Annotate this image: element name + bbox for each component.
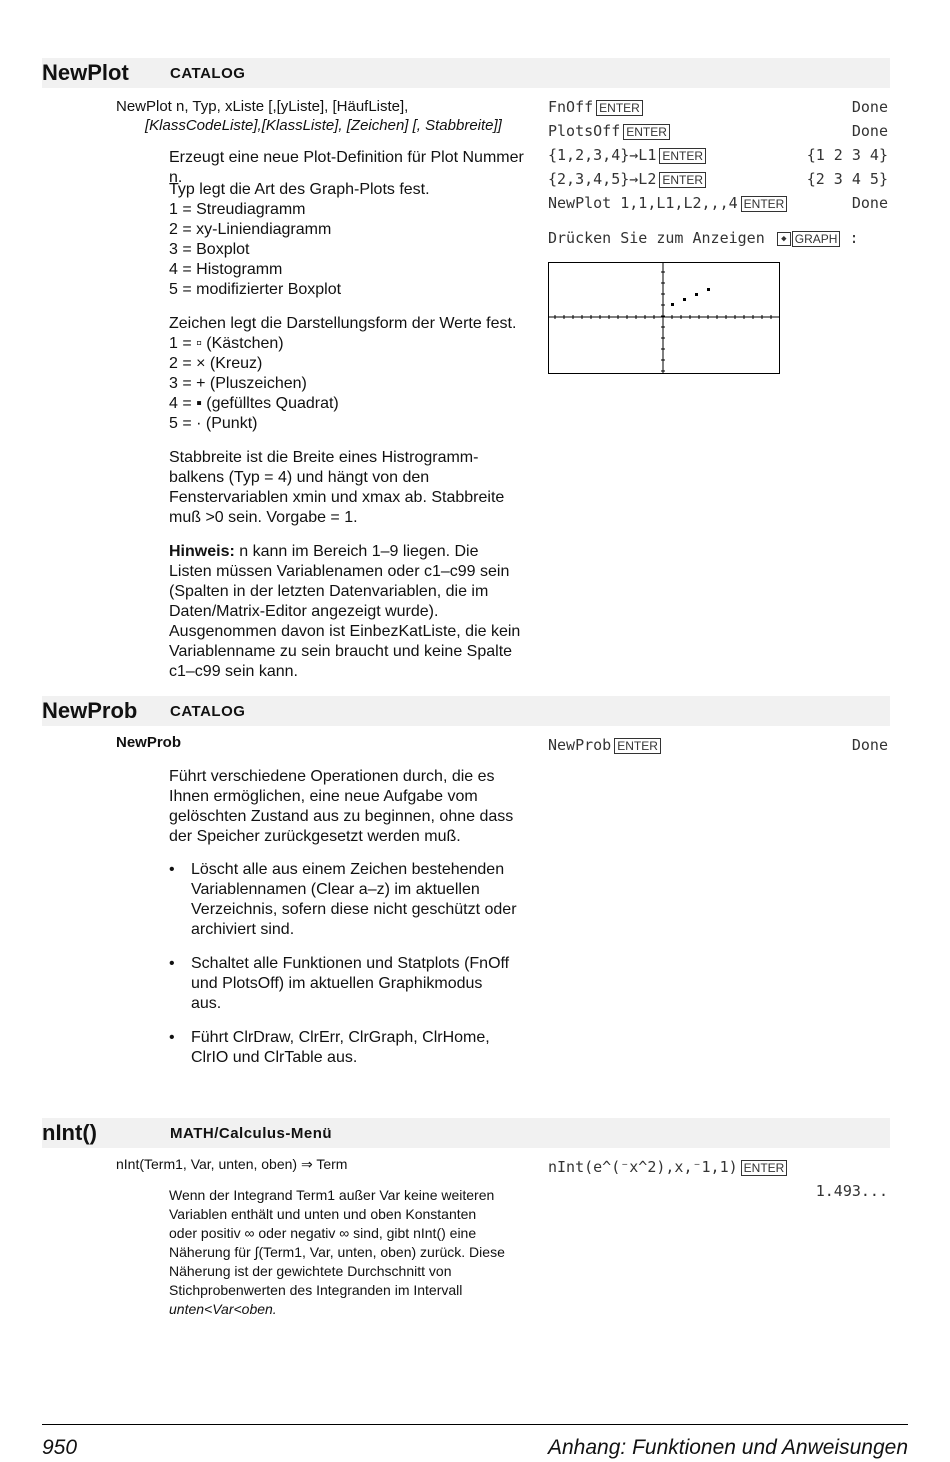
diamond-key-icon: ◆: [777, 232, 791, 246]
section-title-nint: nInt(): [42, 1120, 97, 1145]
calc-result: Done: [851, 98, 888, 116]
newprob-syntax: NewProb: [116, 734, 182, 751]
calc-result: Done: [851, 736, 888, 754]
calc-line: [548, 122, 888, 146]
calc-result: {2 3 4 5}: [806, 170, 888, 188]
page-number: 950: [42, 1436, 78, 1459]
typ-item: 1 = Streudiagramm: [169, 201, 306, 218]
plot-point: [695, 293, 698, 296]
hinweis-line: Listen müssen Variablenamen oder c1–c99 sein: [169, 563, 510, 580]
nint-desc-line: Wenn der Integrand Term1 außer Var keine weiteren: [169, 1187, 495, 1203]
typ-item: 2 = xy-Liniendiagramm: [169, 221, 332, 238]
calc-result: {1 2 3 4}: [806, 146, 888, 164]
calc-line: [548, 1158, 888, 1182]
hinweis-line: Variablenname zu sein braucht und keine Spalte: [169, 643, 513, 660]
stabbreite-line: Fenstervariablen xmin und xmax ab. Stabbreite: [169, 489, 505, 506]
section-title-newplot: NewPlot: [42, 60, 129, 85]
section-menu-newprob: CATALOG: [170, 703, 246, 720]
nint-desc-line: Stichprobenwerten des Integranden im Intervall: [169, 1282, 463, 1298]
enter-key: ENTER: [623, 124, 670, 140]
bullet-text: Variablennamen (Clear a–z) im aktuellen: [191, 881, 480, 898]
calc-line: [548, 170, 888, 194]
calc-input: nInt(e^(⁻x^2),x,⁻1,1): [548, 1158, 738, 1176]
stabbreite-line: Stabbreite ist die Breite eines Histrogramm-: [169, 449, 479, 466]
zeichen-item: 4 = ▪ (gefülltes Quadrat): [169, 395, 339, 412]
stabbreite-line: muß >0 sein. Vorgabe = 1.: [169, 509, 358, 526]
section-menu-nint: MATH/Calculus-Menü: [170, 1125, 333, 1142]
syntax-line-2: [KlassCodeListe],[KlassListe], [Zeichen] [, Stabbreite]]: [145, 117, 502, 134]
calc-result-line: [548, 1182, 888, 1206]
plot-point: [683, 298, 686, 301]
hinweis-line: Ausgenommen davon ist EinbezKatListe, die kein: [169, 623, 521, 640]
section-title-newprob: NewProb: [42, 698, 138, 723]
plot-point: [707, 288, 710, 291]
newprob-desc-line: der Speicher zurückgesetzt werden muß.: [169, 828, 461, 845]
bullet-text: Verzeichnis, sofern diese nicht geschützt oder: [191, 901, 517, 918]
footer-rule: [42, 1424, 908, 1425]
plot-point: [671, 303, 674, 306]
hinweis-label: Hinweis:: [169, 543, 235, 560]
bullet-text: Löscht alle aus einem Zeichen bestehenden: [191, 861, 505, 878]
stabbreite-line: balkens (Typ = 4) und hängt von den: [169, 469, 430, 486]
zeichen-item: 3 = + (Pluszeichen): [169, 375, 307, 392]
syntax-line-1: NewPlot n, Typ, xListe [,[yListe], [HäufListe],: [116, 98, 409, 115]
calc-line: [548, 194, 888, 218]
bullet-icon: •: [169, 861, 175, 878]
calc-result: Done: [851, 194, 888, 212]
nint-desc-line: Variablen enthält und unten und oben Konstanten: [169, 1206, 477, 1222]
calc-input: NewProb: [548, 736, 612, 754]
graph-screen: [548, 262, 780, 374]
typ-item: 4 = Histogramm: [169, 261, 283, 278]
hinweis-line: c1–c99 sein kann.: [169, 663, 298, 680]
zeichen-item: 2 = × (Kreuz): [169, 355, 263, 372]
calc-input: {2,3,4,5}→L2: [548, 170, 657, 188]
nint-syntax: nInt(Term1, Var, unten, oben) ⇒ Term: [116, 1156, 348, 1172]
bullet-text: Schaltet alle Funktionen und Statplots (FnOff: [191, 955, 510, 972]
section-menu-newplot: CATALOG: [170, 65, 246, 82]
chapter-title: Anhang: Funktionen und Anweisungen: [548, 1436, 908, 1459]
enter-key: ENTER: [596, 100, 643, 116]
graph-key: GRAPH: [792, 231, 841, 247]
typ-intro: Typ legt die Art des Graph-Plots fest.: [169, 181, 430, 198]
calc-input: NewPlot 1,1,L1,L2,,,4: [548, 194, 738, 212]
enter-key: ENTER: [741, 1160, 788, 1176]
enter-key: ENTER: [741, 196, 788, 212]
calc-result: 1.493...: [815, 1182, 888, 1200]
enter-key: ENTER: [659, 148, 706, 164]
bullet-icon: •: [169, 1029, 175, 1046]
hinweis-line: Daten/Matrix-Editor angezeigt wurde).: [169, 603, 439, 620]
zeichen-item: 5 = · (Punkt): [169, 415, 258, 432]
calc-input: PlotsOff: [548, 122, 621, 140]
bullet-text: archiviert sind.: [191, 921, 295, 938]
calc-line: [548, 736, 888, 760]
display-text: Drücken Sie zum Anzeigen: [548, 229, 765, 247]
hinweis-text: n kann im Bereich 1–9 liegen. Die: [239, 543, 479, 560]
nint-desc-line: Näherung für ∫(Term1, Var, unten, oben) zurück. Diese: [169, 1244, 505, 1260]
calc-result: Done: [851, 122, 888, 140]
bullet-text: Führt ClrDraw, ClrErr, ClrGraph, ClrHome,: [191, 1029, 490, 1046]
graph-plot: [549, 263, 779, 373]
bullet-text: aus.: [191, 995, 222, 1012]
zeichen-item: 1 = ▫ (Kästchen): [169, 335, 284, 352]
enter-key: ENTER: [614, 738, 661, 754]
calc-input: FnOff: [548, 98, 594, 116]
bullet-icon: •: [169, 955, 175, 972]
newprob-desc-line: gelöschten Zustand aus zu beginnen, ohne dass: [169, 808, 514, 825]
nint-desc-line: Näherung ist der gewichtete Durchschnitt von: [169, 1263, 452, 1279]
bullet-text: ClrIO und ClrTable aus.: [191, 1049, 358, 1066]
newplot-description: Erzeugt eine neue Plot-Definition für Plot Nummer n.: [169, 149, 524, 186]
bullet-text: und PlotsOff) im aktuellen Graphikmodus: [191, 975, 483, 992]
hinweis-first-line: [169, 542, 529, 562]
calc-line: [548, 146, 888, 170]
newprob-desc-line: Ihnen ermöglichen, eine neue Aufgabe vom: [169, 788, 478, 805]
nint-desc-line: oder positiv ∞ oder negativ ∞ sind, gibt nInt() eine: [169, 1225, 477, 1241]
hinweis-line: (Spalten in der letzten Datenvariablen, die im: [169, 583, 489, 600]
typ-item: 3 = Boxplot: [169, 241, 250, 258]
typ-item: 5 = modifizierter Boxplot: [169, 281, 342, 298]
enter-key: ENTER: [659, 172, 706, 188]
nint-desc-line: unten<Var<oben.: [169, 1301, 277, 1317]
calc-line: [548, 98, 888, 122]
calc-input: {1,2,3,4}→L1: [548, 146, 657, 164]
display-end: :: [849, 229, 859, 247]
newprob-desc-line: Führt verschiedene Operationen durch, die es: [169, 768, 495, 785]
zeichen-intro: Zeichen legt die Darstellungsform der Werte fest.: [169, 315, 517, 332]
display-instruction: [548, 229, 859, 247]
